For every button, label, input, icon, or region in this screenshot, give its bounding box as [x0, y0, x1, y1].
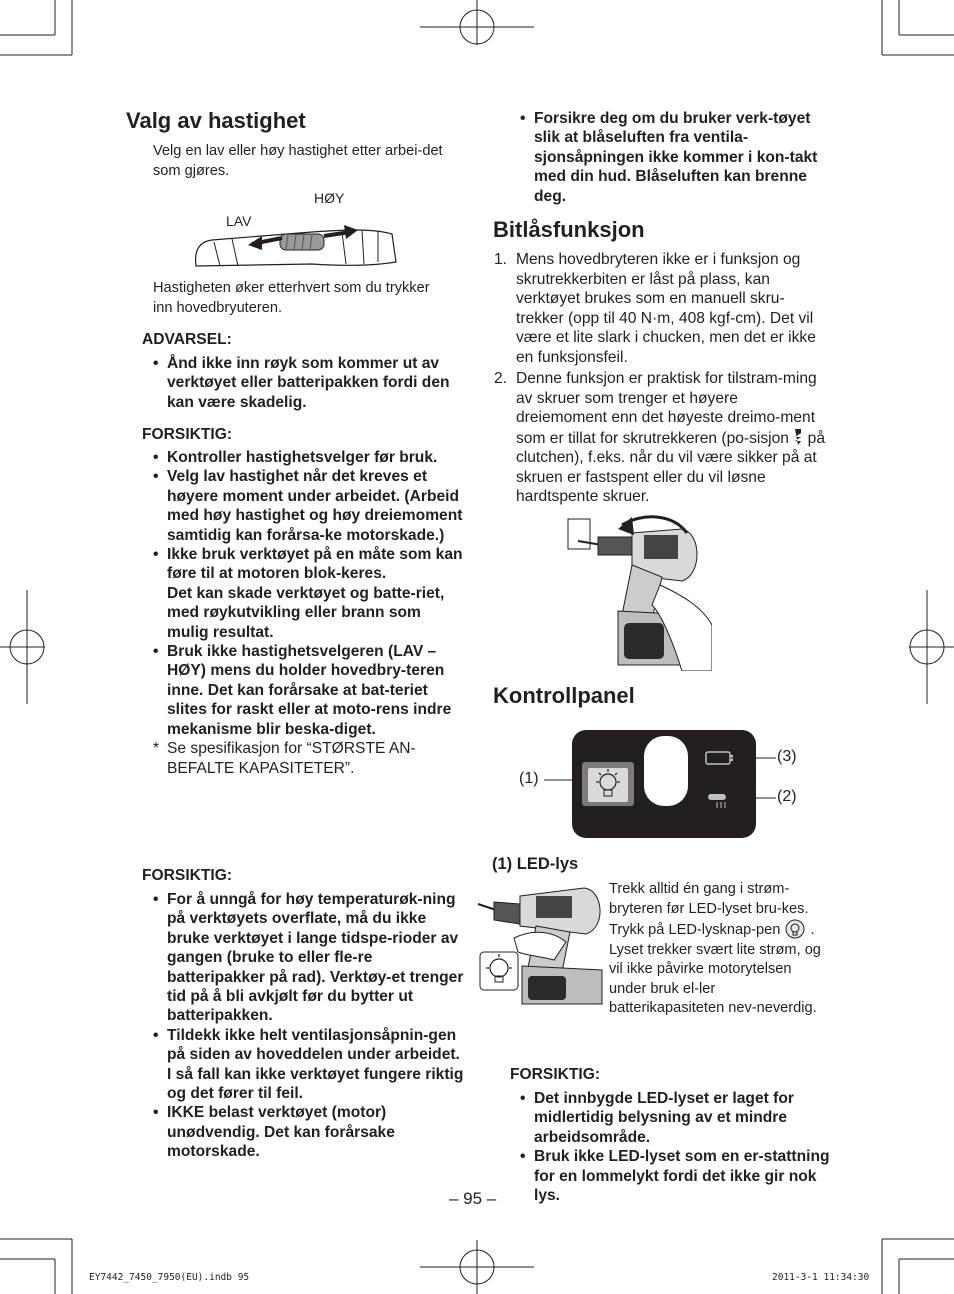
- callout-3: (3): [777, 748, 797, 765]
- list-item: • Ånd ikke inn røyk som kommer ut av verktøyet eller batteripakken fordi den kan være skadelig.: [153, 354, 465, 412]
- led-drill-illustration: [474, 880, 609, 1006]
- bitlock-list: [494, 250, 828, 507]
- drill-mode-icon: [793, 428, 803, 446]
- speed-intro: Velg en lav eller høy hastighet etter arbei-det som gjøres.: [153, 143, 443, 179]
- led-text-b: .: [810, 922, 815, 938]
- item-number: 1.: [494, 251, 508, 268]
- callout-2: (2): [777, 788, 797, 805]
- callout-1: (1): [519, 770, 539, 787]
- footer-date: 2011-3-1 11:34:30: [772, 1272, 870, 1283]
- lav-label: LAV: [226, 213, 252, 229]
- hoy-label: HØY: [314, 190, 345, 206]
- list-item-extra: Det kan skade verktøyet og batte-riet, med røykutvikling eller brann som mulig resultat.: [167, 584, 445, 641]
- vent-warning-list: [520, 109, 830, 206]
- forsiktig-label-3: FORSIKTIG:: [510, 1066, 601, 1083]
- led-text-c: Lyset trekker svært lite strøm, og vil ikke påvirke motorytelsen under bruk el-ler batterikapasiteten nev-neverdig.: [609, 941, 821, 1016]
- drill-bitlock-illustration: [562, 515, 712, 671]
- list-item: • Forsikre deg om du bruker verk-tøyet slik at blåseluften fra ventila-sjonsåpningen ikke kommer i kon-takt med din hud. Blåseluften kan brenne deg.: [520, 109, 830, 206]
- list-item: • Bruk ikke hastighetsvelgeren (LAV – HØY) mens du holder hovedbry-teren inne. Det kan forårsake at bat-teriet slites for raskt eller at moto-rens indre mekanisme blir beska-diget.: [153, 642, 465, 739]
- led-button-icon: [784, 919, 806, 939]
- list-item: [494, 250, 828, 367]
- forsiktig-label-1: FORSIKTIG:: [142, 426, 233, 443]
- item-text-cont: på clutchen), f.eks. når du vil være sikker på at skruen er fastspent eller du vil løsne hardtspente skruer.: [516, 429, 826, 505]
- advarsel-label: ADVARSEL:: [142, 331, 232, 348]
- list-item: • Bruk ikke LED-lyset som en er-stattning for en lommelykt fordi det ikke gir nok lys.: [520, 1147, 830, 1205]
- footnote: * Se spesifikasjon for “STØRSTE AN-BEFALTE KAPASITETER”.: [153, 739, 465, 778]
- section-title-speed: Valg av hastighet: [126, 108, 306, 133]
- page-number: – 95 –: [449, 1189, 497, 1208]
- list-item: [153, 545, 465, 642]
- speed-selector-illustration: [192, 222, 398, 268]
- led-text-a: Trekk alltid én gang i strøm-bryteren før LED-lyset bru-kes. Trykk på LED-lysknap-pen: [609, 881, 809, 938]
- forsiktig-label-2: FORSIKTIG:: [142, 867, 233, 884]
- section-title-control-panel: Kontrollpanel: [493, 683, 635, 708]
- control-panel-illustration: [520, 728, 810, 840]
- list-item: • IKKE belast verktøyet (motor) unødvendig. Det kan forårsake motorskade.: [153, 1103, 465, 1161]
- list-item-text: Ikke bruk verktøyet på en måte som kan føre til at motoren blok-keres.: [167, 546, 463, 583]
- speed-note: Hastigheten øker etterhvert som du trykker inn hovedbryuteren.: [153, 280, 430, 316]
- advarsel-list: [153, 354, 465, 412]
- item-number: 2.: [494, 370, 508, 387]
- forsiktig-list-1: [153, 448, 465, 778]
- section-title-bitlock: Bitlåsfunksjon: [493, 217, 645, 242]
- list-item: • Velg lav hastighet når det kreves et høyere moment under arbeidet. (Arbeid med høy hastighet og høy dreiemoment samtidig kan forårsa-ke motorskade.): [153, 467, 465, 545]
- forsiktig-list-3: [520, 1089, 830, 1205]
- led-section-label: (1) LED-lys: [492, 855, 579, 873]
- list-item: [494, 369, 828, 507]
- list-item: • Det innbygde LED-lyset er laget for midlertidig belysning av et mindre arbeidsområde.: [520, 1089, 830, 1147]
- list-item: • Kontroller hastighetsvelger før bruk.: [153, 448, 465, 467]
- list-item: • Tildekk ikke helt ventilasjonsåpnin-gen på siden av hoveddelen under arbeidet. I så fall kan ikke verktøyet fungere riktig og det fører til feil.: [153, 1026, 465, 1104]
- forsiktig-list-2: [153, 890, 465, 1162]
- led-text: [609, 880, 831, 1019]
- item-text: Denne funksjon er praktisk for tilstram-ming av skruer som trenger et høyere dreiemoment enn det høyeste dreimo-ment som er tillat for skrutrekkeren (po-sisjon: [516, 370, 817, 447]
- footer-file: EY7442_7450_7950(EU).indb 95: [89, 1272, 250, 1283]
- item-text: Mens hovedbryteren ikke er i funksjon og skrutrekkerbiten er låst på plass, kan verktøyet brukes som en manuell skru-trekker (opp til 40 N·m, 408 kgf-cm). Det vil være et lite slark i chucken, men det er ikke en funksjonsfeil.: [516, 251, 816, 366]
- list-item: • For å unngå for høy temperaturøk-ning på verktøyets overflate, må du ikke bruke verktøyet i lange tidspe-rioder av gangen (bruke to eller fle-re batteripakker på rad). Verktøy-et trenger tid på å bli avkjølt før du bytter ut batteripakken.: [153, 890, 465, 1026]
